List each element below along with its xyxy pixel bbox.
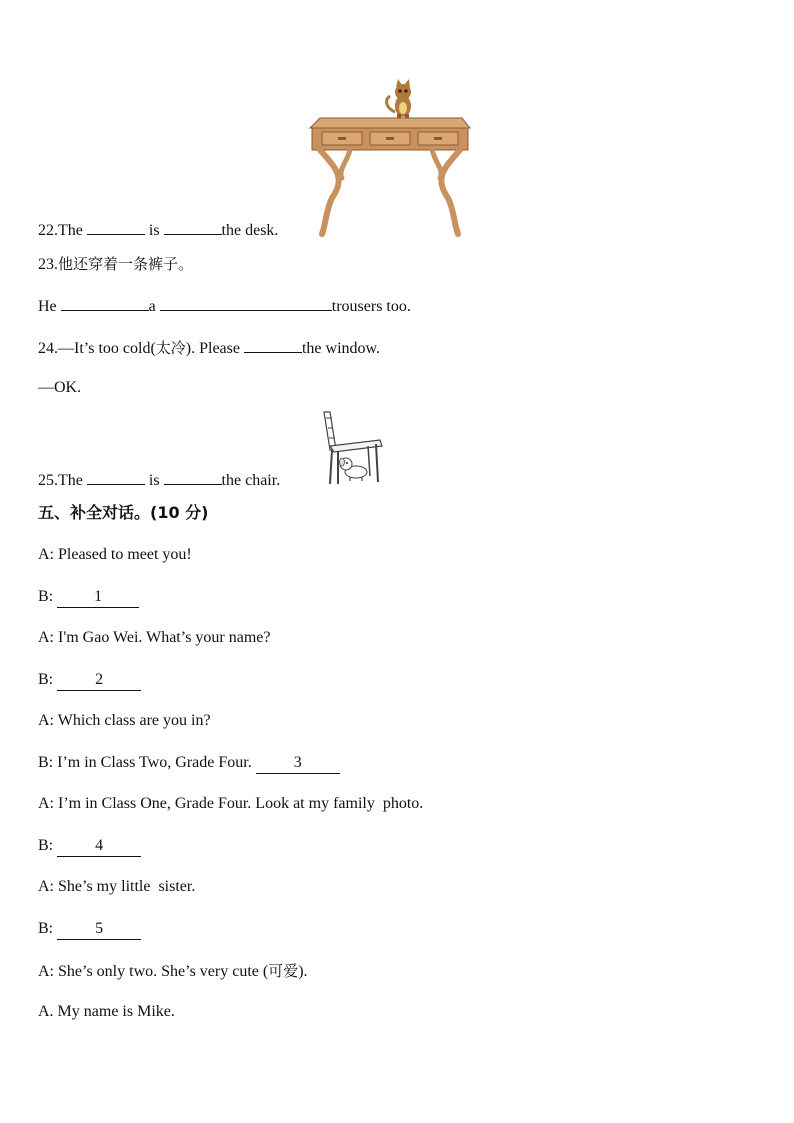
q24-reply: —OK. [38,379,82,396]
q22-blank-1[interactable] [87,219,145,235]
answer-number: 2 [95,671,104,688]
dialogue-line-5: A: Which class are you in? [38,712,211,729]
question-24 [38,337,380,359]
dialogue-text-end: ). [298,963,308,980]
q23-word-2: a [148,298,156,315]
dialogue-line-7: A: I’m in Class One, Grade Four. Look at my family photo. [38,795,424,812]
q22-number: 22. [38,222,58,239]
q25-word-2: is [148,472,160,489]
answer-number: 4 [95,837,104,854]
q22-word-2: is [148,222,160,239]
dialogue-text: A: She’s only two. She’s very cute ( [38,963,269,980]
dialogue-speaker: B: [38,837,58,854]
option-a: A. My name is Mike. [38,1003,175,1020]
q25-blank-2[interactable] [164,469,222,485]
q23-number: 23. [38,256,58,273]
q23-word-3: trousers too. [331,298,411,315]
q23-chinese-prompt: 他还穿着一条裤子。 [58,255,194,273]
dialogue-speaker: B: [38,920,58,937]
dialogue-line-2 [38,587,139,608]
desk-with-cat-illustration [306,78,476,238]
answer-blank-5[interactable] [57,919,141,940]
answer-blank-2[interactable] [57,670,141,691]
cat-icon [387,79,411,120]
question-23 [38,295,411,317]
q24-dash: — [58,340,74,357]
dialogue-text: B: I’m in Class Two, Grade Four. [38,754,256,771]
dialogue-chinese: 可爱 [268,962,299,980]
q24-blank-1[interactable] [244,337,302,353]
question-22 [38,219,278,241]
dialogue-line-6 [38,753,340,774]
dialogue-line-8 [38,836,141,857]
q24-word-2: ). Please [185,340,240,357]
q23-blank-2[interactable] [160,295,332,311]
q25-blank-1[interactable] [87,469,145,485]
q22-word-1: The [58,222,83,239]
q24-chinese: 太冷 [155,339,186,357]
chair-with-dog-illustration [320,410,384,486]
answer-number: 1 [94,588,103,605]
q25-number: 25. [38,472,58,489]
dialogue-speaker: B: [38,671,58,688]
q24-number: 24. [38,340,58,357]
answer-number: 3 [293,754,302,771]
answer-blank-1[interactable] [57,587,139,608]
q22-blank-2[interactable] [164,219,222,235]
q25-word-3: the chair. [221,472,281,489]
question-23-prompt [38,254,193,275]
q24-word-1: It’s too cold( [74,340,156,357]
answer-number: 5 [95,920,104,937]
q22-word-3: the desk. [221,222,279,239]
section-5-title: 五、补全对话。(10 分) [38,503,209,522]
answer-blank-4[interactable] [57,836,141,857]
q24-word-3: the window. [301,340,381,357]
dialogue-line-1: A: Pleased to meet you! [38,546,192,563]
dialogue-line-11 [38,961,308,982]
answer-blank-3[interactable] [256,753,340,774]
dialogue-line-3: A: I'm Gao Wei. What’s your name? [38,629,271,646]
dog-icon [340,458,368,481]
q25-word-1: The [58,472,83,489]
question-25 [38,469,280,491]
dialogue-line-9: A: She’s my little sister. [38,878,196,895]
q23-blank-1[interactable] [61,295,149,311]
dialogue-line-10 [38,919,141,940]
dialogue-speaker: B: [38,588,58,605]
q23-word-1: He [38,298,57,315]
dialogue-line-4 [38,670,141,691]
